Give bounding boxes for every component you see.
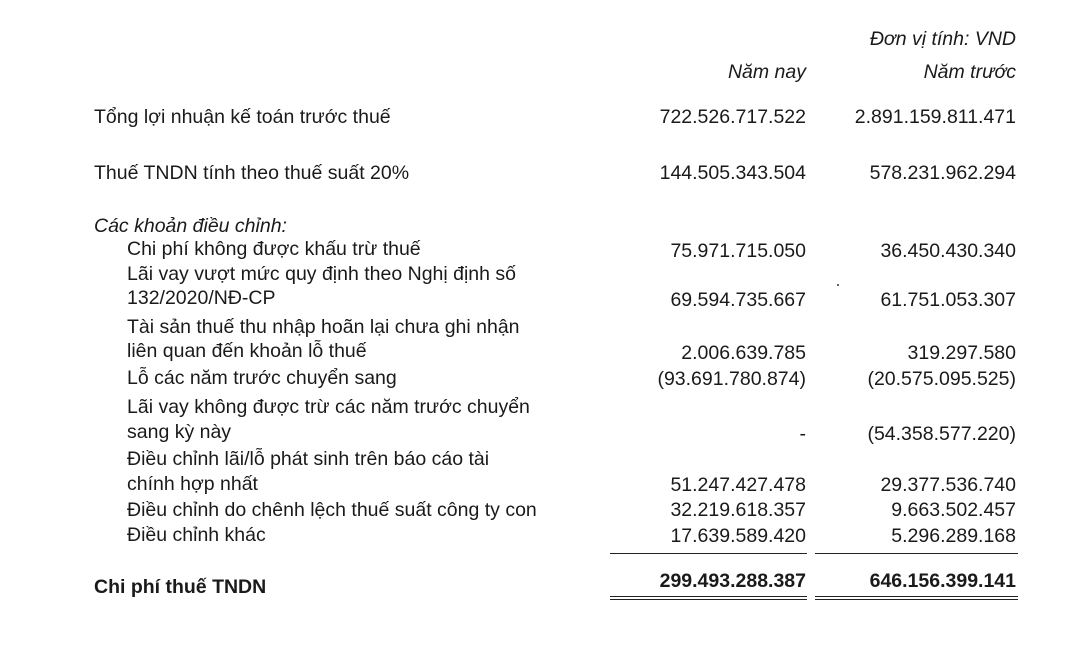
value-current-tax-at-rate: 144.505.343.504 bbox=[659, 162, 806, 184]
value-current-rate-difference: 32.219.618.357 bbox=[670, 499, 806, 521]
row-label-profit-before-tax: Tổng lợi nhuận kế toán trước thuế bbox=[94, 106, 391, 128]
row-label-interest-prior-line2: sang kỳ này bbox=[127, 421, 232, 443]
value-current-non-deductible: 75.971.715.050 bbox=[670, 240, 806, 262]
column-header-current-year: Năm nay bbox=[727, 61, 806, 83]
row-label-rate-difference: Điều chỉnh do chênh lệch thuế suất công ty con bbox=[127, 499, 537, 521]
total-double-rule-current-top bbox=[610, 596, 807, 597]
row-label-interest-prior-line1: Lãi vay không được trừ các năm trước chuyển bbox=[127, 396, 530, 418]
value-current-dta: 2.006.639.785 bbox=[681, 342, 806, 364]
value-previous-rate-difference: 9.663.502.457 bbox=[891, 499, 1016, 521]
value-previous-interest-excess: 61.751.053.307 bbox=[880, 289, 1016, 311]
subtotal-rule-previous bbox=[815, 553, 1018, 554]
value-current-interest-excess: 69.594.735.667 bbox=[670, 289, 806, 311]
unit-label: Đơn vị tính: VND bbox=[869, 28, 1016, 50]
value-previous-profit-before-tax: 2.891.159.811.471 bbox=[854, 106, 1016, 128]
value-previous-total: 646.156.399.141 bbox=[869, 570, 1016, 592]
value-previous-non-deductible: 36.450.430.340 bbox=[880, 240, 1016, 262]
row-label-total-tax-expense: Chi phí thuế TNDN bbox=[94, 576, 267, 598]
value-previous-tax-at-rate: 578.231.962.294 bbox=[869, 162, 1016, 184]
value-current-interest-prior: - bbox=[799, 423, 806, 445]
value-previous-losses-carried: (20.575.095.525) bbox=[867, 368, 1016, 390]
value-previous-interest-prior: (54.358.577.220) bbox=[867, 423, 1016, 445]
column-header-previous-year: Năm trước bbox=[923, 61, 1016, 83]
row-label-consolidation-line1: Điều chỉnh lãi/lỗ phát sinh trên báo cáo tài bbox=[127, 448, 490, 470]
value-current-losses-carried: (93.691.780.874) bbox=[657, 368, 806, 390]
subtotal-rule-current bbox=[610, 553, 807, 554]
scan-speck bbox=[837, 284, 839, 286]
row-label-other-adjustments: Điều chỉnh khác bbox=[127, 524, 266, 546]
value-previous-other-adjustments: 5.296.289.168 bbox=[891, 525, 1016, 547]
row-label-non-deductible: Chi phí không được khấu trừ thuế bbox=[127, 238, 421, 260]
adjustments-heading: Các khoản điều chỉnh: bbox=[94, 215, 287, 237]
value-current-profit-before-tax: 722.526.717.522 bbox=[659, 106, 806, 128]
value-current-total: 299.493.288.387 bbox=[659, 570, 806, 592]
value-previous-dta: 319.297.580 bbox=[907, 342, 1016, 364]
value-current-other-adjustments: 17.639.589.420 bbox=[670, 525, 806, 547]
row-label-interest-excess-line1: Lãi vay vượt mức quy định theo Nghị định số bbox=[127, 263, 517, 285]
row-label-interest-excess-line2: 132/2020/NĐ-CP bbox=[127, 287, 276, 309]
row-label-losses-carried: Lỗ các năm trước chuyển sang bbox=[127, 367, 397, 389]
row-label-consolidation-line2: chính hợp nhất bbox=[127, 473, 258, 495]
total-double-rule-current-bottom bbox=[610, 599, 807, 600]
value-current-consolidation: 51.247.427.478 bbox=[670, 474, 806, 496]
value-previous-consolidation: 29.377.536.740 bbox=[880, 474, 1016, 496]
total-double-rule-previous-top bbox=[815, 596, 1018, 597]
total-double-rule-previous-bottom bbox=[815, 599, 1018, 600]
row-label-dta-line2: liên quan đến khoản lỗ thuế bbox=[127, 340, 367, 362]
row-label-tax-at-rate: Thuế TNDN tính theo thuế suất 20% bbox=[94, 162, 410, 184]
row-label-dta-line1: Tài sản thuế thu nhập hoãn lại chưa ghi nhận bbox=[127, 316, 520, 338]
